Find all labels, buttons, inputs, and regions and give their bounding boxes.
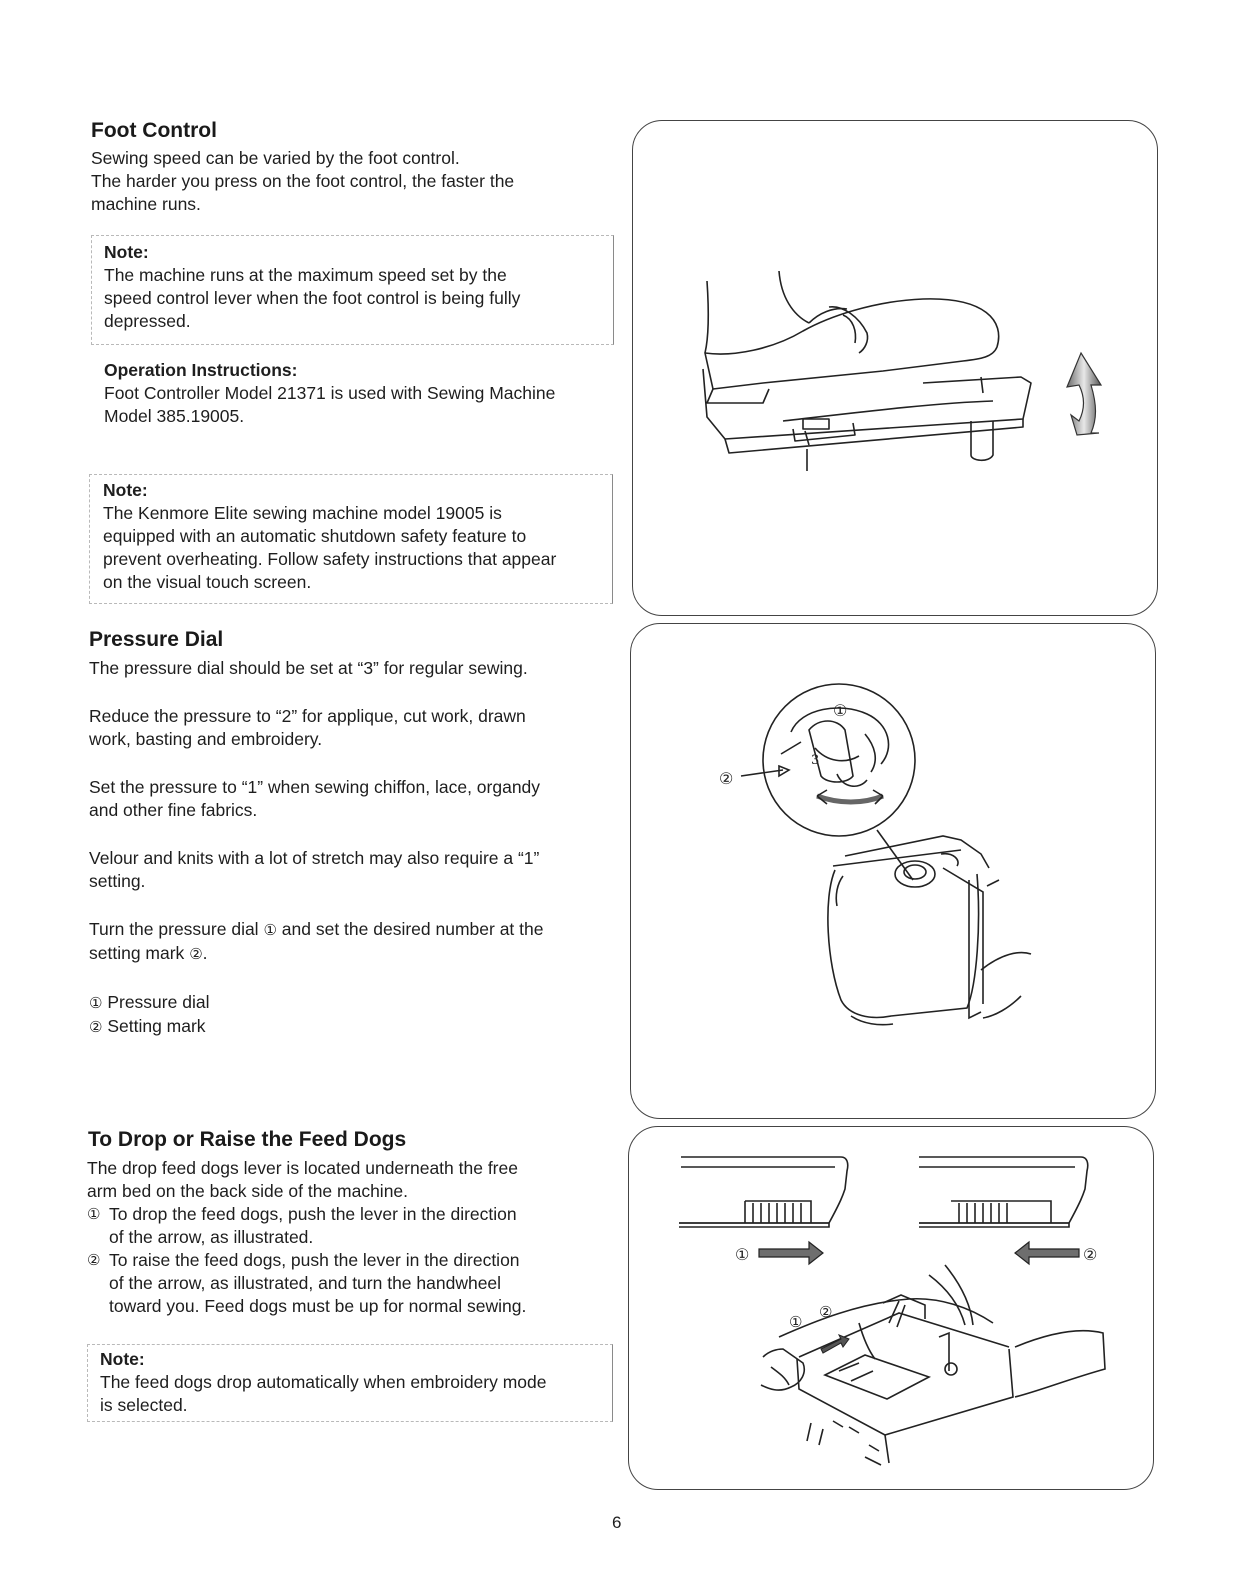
legend-label: Pressure dial xyxy=(107,992,210,1012)
operation-line: Foot Controller Model 21371 is used with Sewing Machine xyxy=(104,383,556,403)
figure-label-2-machine: ② xyxy=(819,1303,833,1321)
note-line: equipped with an automatic shutdown safety feature to xyxy=(103,526,527,546)
foot-control-heading: Foot Control xyxy=(91,119,217,142)
feed-dogs-text xyxy=(87,1157,617,1318)
note-line: The Kenmore Elite sewing machine model 19005 is xyxy=(103,503,502,523)
operation-title: Operation Instructions: xyxy=(104,360,298,380)
note-line: The machine runs at the maximum speed set by the xyxy=(104,265,507,285)
figure-label-2: ② xyxy=(1083,1245,1098,1264)
intro-line: machine runs. xyxy=(91,194,201,214)
note-title: Note: xyxy=(100,1349,145,1369)
pressure-paragraph: The pressure dial should be set at “3” for regular sewing. xyxy=(89,658,528,678)
feed-dogs-line: arm bed on the back side of the machine. xyxy=(87,1181,409,1201)
text-fragment: Turn the pressure dial xyxy=(89,919,259,939)
legend-item xyxy=(89,991,619,1015)
step-1-marker-icon: ① xyxy=(87,1205,101,1223)
note-line: depressed. xyxy=(104,311,191,331)
feed-dogs-heading: To Drop or Raise the Feed Dogs xyxy=(88,1128,407,1151)
push-left-lever-arrow-icon xyxy=(759,1242,823,1264)
feed-dogs-line: The drop feed dogs lever is located underneath the free xyxy=(87,1158,518,1178)
step-line: toward you. Feed dogs must be up for normal sewing. xyxy=(109,1296,527,1316)
step-line: To drop the feed dogs, push the lever in the direction xyxy=(109,1204,517,1224)
note-box-speed xyxy=(91,235,614,345)
pressure-paragraph: Velour and knits with a lot of stretch may also require a “1” xyxy=(89,848,540,868)
pressure-paragraph: setting. xyxy=(89,871,146,891)
note-line: on the visual touch screen. xyxy=(103,572,312,592)
pressure-paragraph: Set the pressure to “1” when sewing chiffon, lace, organdy xyxy=(89,777,541,797)
pressure-paragraph xyxy=(89,942,619,966)
pressure-dial-figure xyxy=(630,623,1156,1119)
step-line: of the arrow, as illustrated. xyxy=(109,1227,314,1247)
intro-line: The harder you press on the foot control, the faster the xyxy=(91,171,515,191)
foot-control-figure xyxy=(632,120,1158,616)
marker-1-icon: ① xyxy=(89,994,103,1012)
figure-label-2: ② xyxy=(719,769,734,788)
legend-item xyxy=(89,1015,619,1039)
foot-pedal-illustration xyxy=(633,121,1157,615)
legend-label: Setting mark xyxy=(107,1016,206,1036)
marker-2-icon: ② xyxy=(189,945,203,963)
operation-line: Model 385.19005. xyxy=(104,406,245,426)
text-fragment: setting mark xyxy=(89,943,185,963)
text-fragment: and set the desired number at the xyxy=(281,919,544,939)
push-right-lever-arrow-icon xyxy=(1015,1242,1079,1264)
figure-label-1: ① xyxy=(735,1245,750,1264)
feed-dogs-illustration xyxy=(629,1127,1153,1489)
figure-label-1: ① xyxy=(833,701,848,720)
note-line: speed control lever when the foot control is being fully xyxy=(104,288,521,308)
step-line: of the arrow, as illustrated, and turn the handwheel xyxy=(109,1273,502,1293)
step-line: To raise the feed dogs, push the lever in the direction xyxy=(109,1250,520,1270)
pressure-paragraph: and other fine fabrics. xyxy=(89,800,258,820)
dial-number-label: 3 xyxy=(811,753,820,768)
note-line: prevent overheating. Follow safety instructions that appear xyxy=(103,549,557,569)
intro-line: Sewing speed can be varied by the foot control. xyxy=(91,148,460,168)
page-number: 6 xyxy=(612,1513,622,1532)
marker-1-icon: ① xyxy=(263,921,277,939)
lever-arrow-icon xyxy=(821,1335,849,1353)
pressure-paragraph xyxy=(89,918,619,942)
marker-2-icon: ② xyxy=(89,1018,103,1036)
figure-label-1-machine: ① xyxy=(789,1313,803,1331)
note-box-shutdown xyxy=(89,474,613,604)
note-title: Note: xyxy=(103,480,148,500)
feed-dogs-figure xyxy=(628,1126,1154,1490)
note-box-feed-dogs xyxy=(87,1344,613,1422)
note-title: Note: xyxy=(104,242,149,262)
foot-control-intro xyxy=(91,147,611,216)
text-fragment: . xyxy=(202,943,208,963)
step-item xyxy=(87,1203,617,1249)
step-2-marker-icon: ② xyxy=(87,1251,101,1269)
note-line: The feed dogs drop automatically when embroidery mode xyxy=(100,1372,547,1392)
step-item xyxy=(87,1249,617,1318)
operation-instructions xyxy=(104,359,624,428)
up-down-arrow-icon xyxy=(1067,353,1101,435)
pressure-dial-text xyxy=(89,657,619,1039)
pressure-paragraph: Reduce the pressure to “2” for applique, cut work, drawn xyxy=(89,706,526,726)
pressure-dial-heading: Pressure Dial xyxy=(89,628,224,651)
pressure-paragraph: work, basting and embroidery. xyxy=(89,729,323,749)
note-line: is selected. xyxy=(100,1395,188,1415)
pressure-dial-illustration xyxy=(631,624,1155,1118)
